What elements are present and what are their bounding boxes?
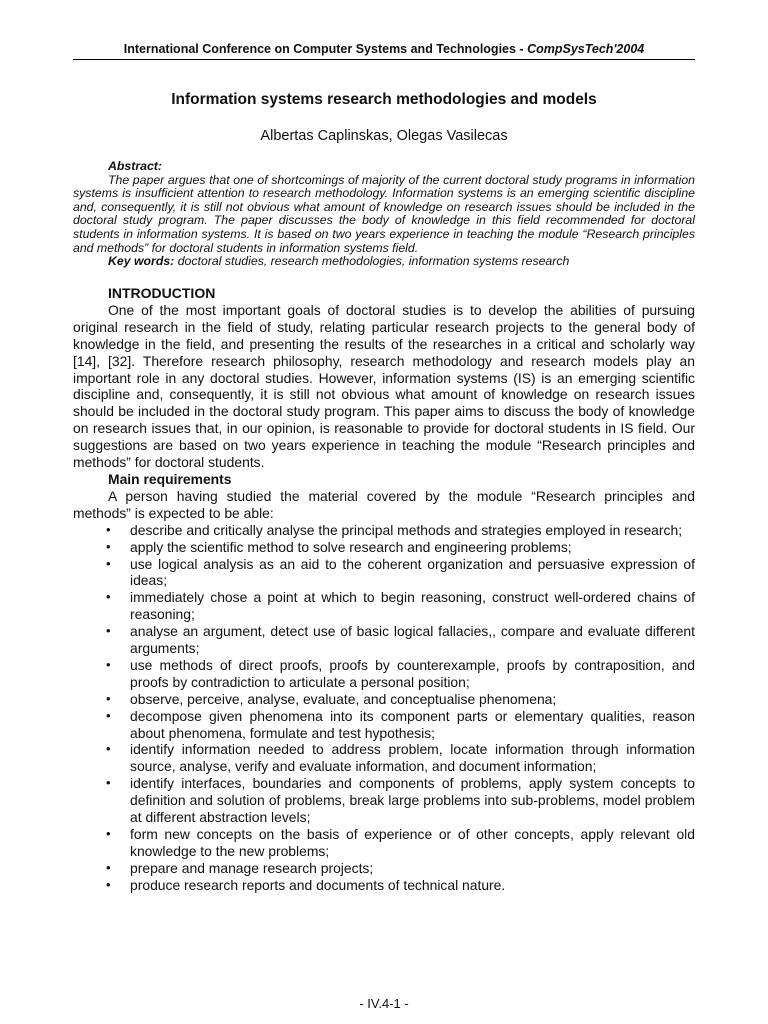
introduction-heading: INTRODUCTION [108, 285, 216, 301]
list-item-text: apply the scientific method to solve research and engineering problems; [130, 538, 572, 555]
bullet-icon: • [106, 538, 111, 554]
list-item [73, 877, 695, 894]
list-item [73, 623, 695, 657]
list-item-text: produce research reports and documents of technical nature. [130, 876, 506, 893]
introduction-paragraph: One of the most important goals of doctoral studies is to develop the abilities of pursuing original research in the field of study, relating particular research projects to the general body of knowledge in the field, and presenting the results of the researches in a critical and scholarly way [14], [32]. Therefore research philosophy, research methodology and research models play an important role in any doctoral studies. However, information systems (IS) is an emerging scientific discipline and, consequently, it is still not obvious what amount of knowledge on research issues should be included in the doctoral study program. This paper aims to discuss the body of knowledge on research issues that, in our opinion, is reasonable to provide for doctoral students in IS field. Our suggestions are based on two years experience in teaching the module “Research principles and methods” for doctoral students. [73, 301, 695, 471]
list-item [73, 741, 695, 775]
list-item [73, 589, 695, 623]
bullet-icon: • [106, 589, 111, 605]
list-item-text: identify information needed to address problem, locate information through information source, analyse, verify and evaluate information, and document information; [130, 741, 695, 775]
list-item [73, 556, 695, 590]
header-divider [73, 59, 695, 60]
list-item-text: use methods of direct proofs, proofs by counterexample, proofs by contraposition, and proofs by contradiction to articulate a personal position; [130, 656, 695, 690]
bullet-icon: • [106, 876, 111, 892]
paper-title: Information systems research methodologies and models [171, 91, 597, 108]
list-item-text: identify interfaces, boundaries and components of problems, apply system concepts to definition and solution of problems, break large problems into sub-problems, model problem at different abstraction levels; [130, 775, 695, 826]
keywords-label: Key words: [108, 254, 175, 269]
list-item [73, 775, 695, 826]
bullet-icon: • [106, 775, 111, 791]
bullet-icon: • [106, 826, 111, 841]
list-item [73, 539, 695, 556]
bullet-icon: • [106, 859, 111, 875]
list-item-text: form new concepts on the basis of experience or of other concepts, apply relevant old knowledge to the new problems; [130, 826, 695, 859]
bullet-icon: • [106, 623, 111, 639]
requirements-intro: A person having studied the material covered by the module “Research principles and methods” is expected to be able: [73, 487, 695, 521]
keywords-text: doctoral studies, research methodologies, information systems research [177, 254, 570, 269]
requirements-list [73, 522, 695, 894]
bullet-icon: • [106, 521, 111, 537]
list-item-text: analyse an argument, detect use of basic logical fallacies,, compare and evaluate different arguments; [130, 623, 695, 657]
list-item [73, 860, 695, 877]
paper-body [73, 285, 695, 894]
list-item [73, 708, 695, 742]
abstract-label: Abstract: [108, 159, 162, 173]
list-item-text: observe, perceive, analyse, evaluate, and conceptualise phenomena; [130, 690, 557, 707]
requirements-heading: Main requirements [108, 470, 232, 487]
bullet-icon: • [106, 741, 111, 757]
abstract-section [73, 160, 695, 269]
list-item [73, 657, 695, 691]
conference-short-name: CompSysTech'2004 [527, 42, 645, 56]
page-number: - IV.4-1 - [359, 996, 409, 1011]
list-item [73, 522, 695, 539]
conference-name: International Conference on Computer Systems and Technologies - [123, 42, 524, 56]
bullet-icon: • [106, 555, 111, 571]
list-item-text: use logical analysis as an aid to the coherent organization and persuasive expression of ideas; [130, 555, 695, 589]
list-item-text: prepare and manage research projects; [130, 859, 374, 876]
list-item-text: immediately chose a point at which to begin reasoning, construct well-ordered chains of reasoning; [130, 589, 695, 623]
list-item-text: describe and critically analyse the principal methods and strategies employed in research; [130, 521, 683, 538]
paper-authors: Albertas Caplinskas, Olegas Vasilecas [260, 128, 508, 144]
abstract-text: The paper argues that one of shortcomings of majority of the current doctoral study programs in information systems is insufficient attention to research methodology. Information systems is an emerging scientific discipline and, consequently, it is still not obvious what amount of knowledge on research issues should be included in the doctoral study program. The paper discusses the body of knowledge in this field recommended for doctoral students in information systems. It is based on two years experience in teaching the module “Research principles and methods” for doctoral students in information systems field. [73, 172, 695, 255]
list-item [73, 826, 695, 860]
list-item-text: decompose given phenomena into its component parts or elementary qualities, reason about phenomena, formulate and test hypothesis; [130, 707, 695, 741]
list-item [73, 691, 695, 708]
conference-header [73, 42, 695, 56]
bullet-icon: • [106, 656, 111, 672]
bullet-icon: • [106, 690, 111, 706]
bullet-icon: • [106, 707, 111, 723]
keywords-line [73, 255, 695, 269]
